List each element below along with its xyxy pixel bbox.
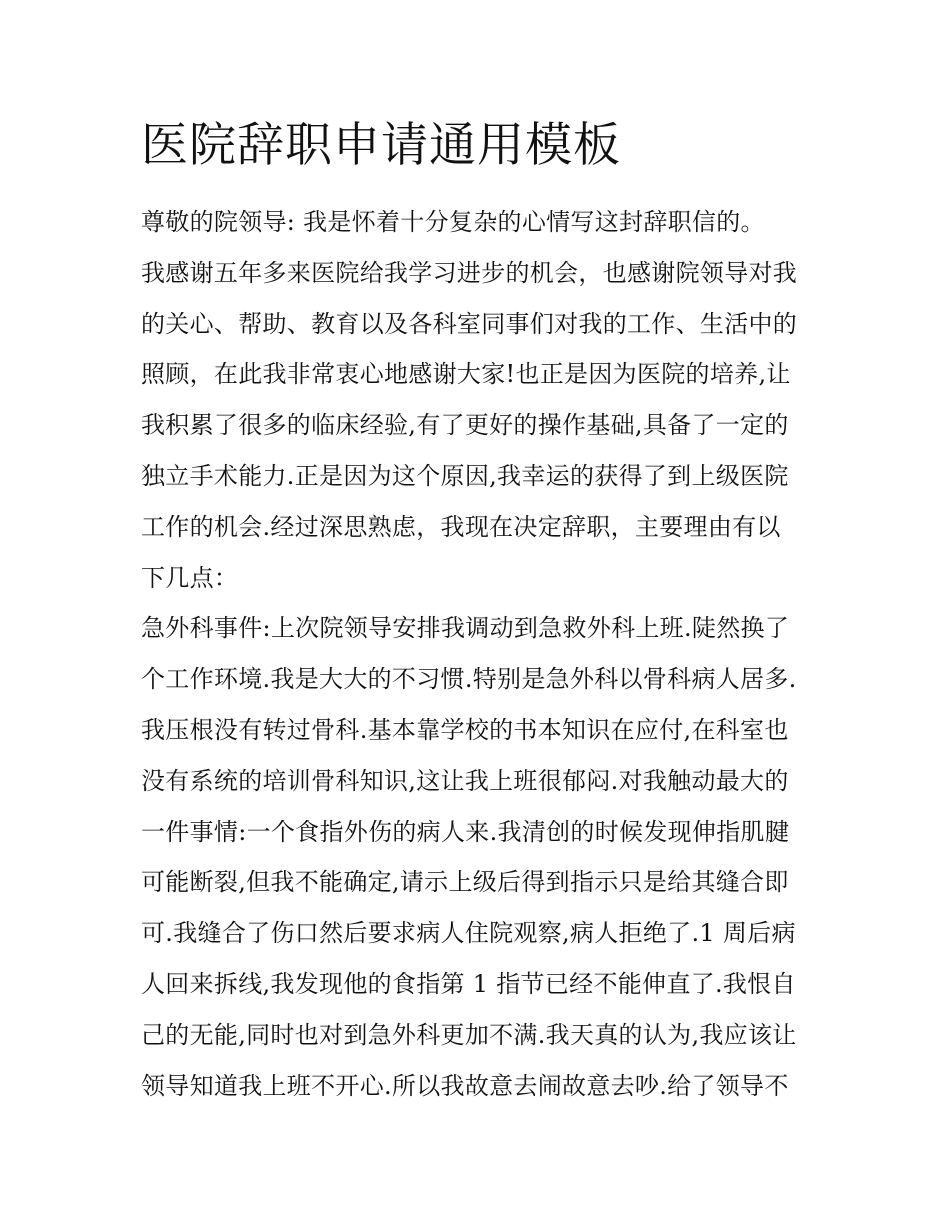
body-line: 我积累了很多的临床经验,有了更好的操作基础,具备了一定的: [141, 411, 789, 440]
body-line: 可.我缝合了伤口然后要求病人住院观察,病人拒绝了.1 周后病: [141, 919, 796, 948]
body-line: 工作的机会.经过深思熟虑，我现在决定辞职，主要理由有以: [141, 512, 781, 541]
body-line: 领导知道我上班不开心.所以我故意去闹故意去吵.给了领导不: [141, 1071, 789, 1100]
body-line: 一件事情:一个食指外伤的病人来.我清创的时候发现伸指肌腱: [141, 817, 790, 846]
body-line: 我感谢五年多来医院给我学习进步的机会，也感谢院领导对我: [141, 258, 798, 287]
body-line: 照顾，在此我非常衷心地感谢大家!也正是因为医院的培养,让: [141, 360, 791, 389]
body-line: 个工作环境.我是大大的不习惯.特别是急外科以骨科病人居多.: [141, 665, 797, 694]
document-title: 医院辞职申请通用模板: [141, 118, 621, 173]
body-line: 尊敬的院领导: 我是怀着十分复杂的心情写这封辞职信的。: [141, 208, 765, 236]
body-line: 可能断裂,但我不能确定,请示上级后得到指示只是给其缝合即: [141, 868, 789, 897]
body-line: 急外科事件:上次院领导安排我调动到急救外科上班.陡然换了: [141, 614, 790, 643]
body-line: 的关心、帮助、教育以及各科室同事们对我的工作、生活中的: [141, 309, 798, 338]
document-body: [141, 197, 821, 1111]
body-line: 我压根没有转过骨科.基本靠学校的书本知识在应付,在科室也: [141, 715, 789, 744]
body-line: 没有系统的培训骨科知识,这让我上班很郁闷.对我触动最大的: [141, 766, 789, 795]
body-line: 己的无能,同时也对到急外科更加不满.我天真的认为,我应该让: [141, 1020, 797, 1049]
body-line: 人回来拆线,我发现他的食指第 1 指节已经不能伸直了.我恨自: [141, 969, 796, 998]
body-line: 下几点：: [141, 563, 239, 592]
body-line: 独立手术能力.正是因为这个原因,我幸运的获得了到上级医院: [141, 461, 789, 490]
